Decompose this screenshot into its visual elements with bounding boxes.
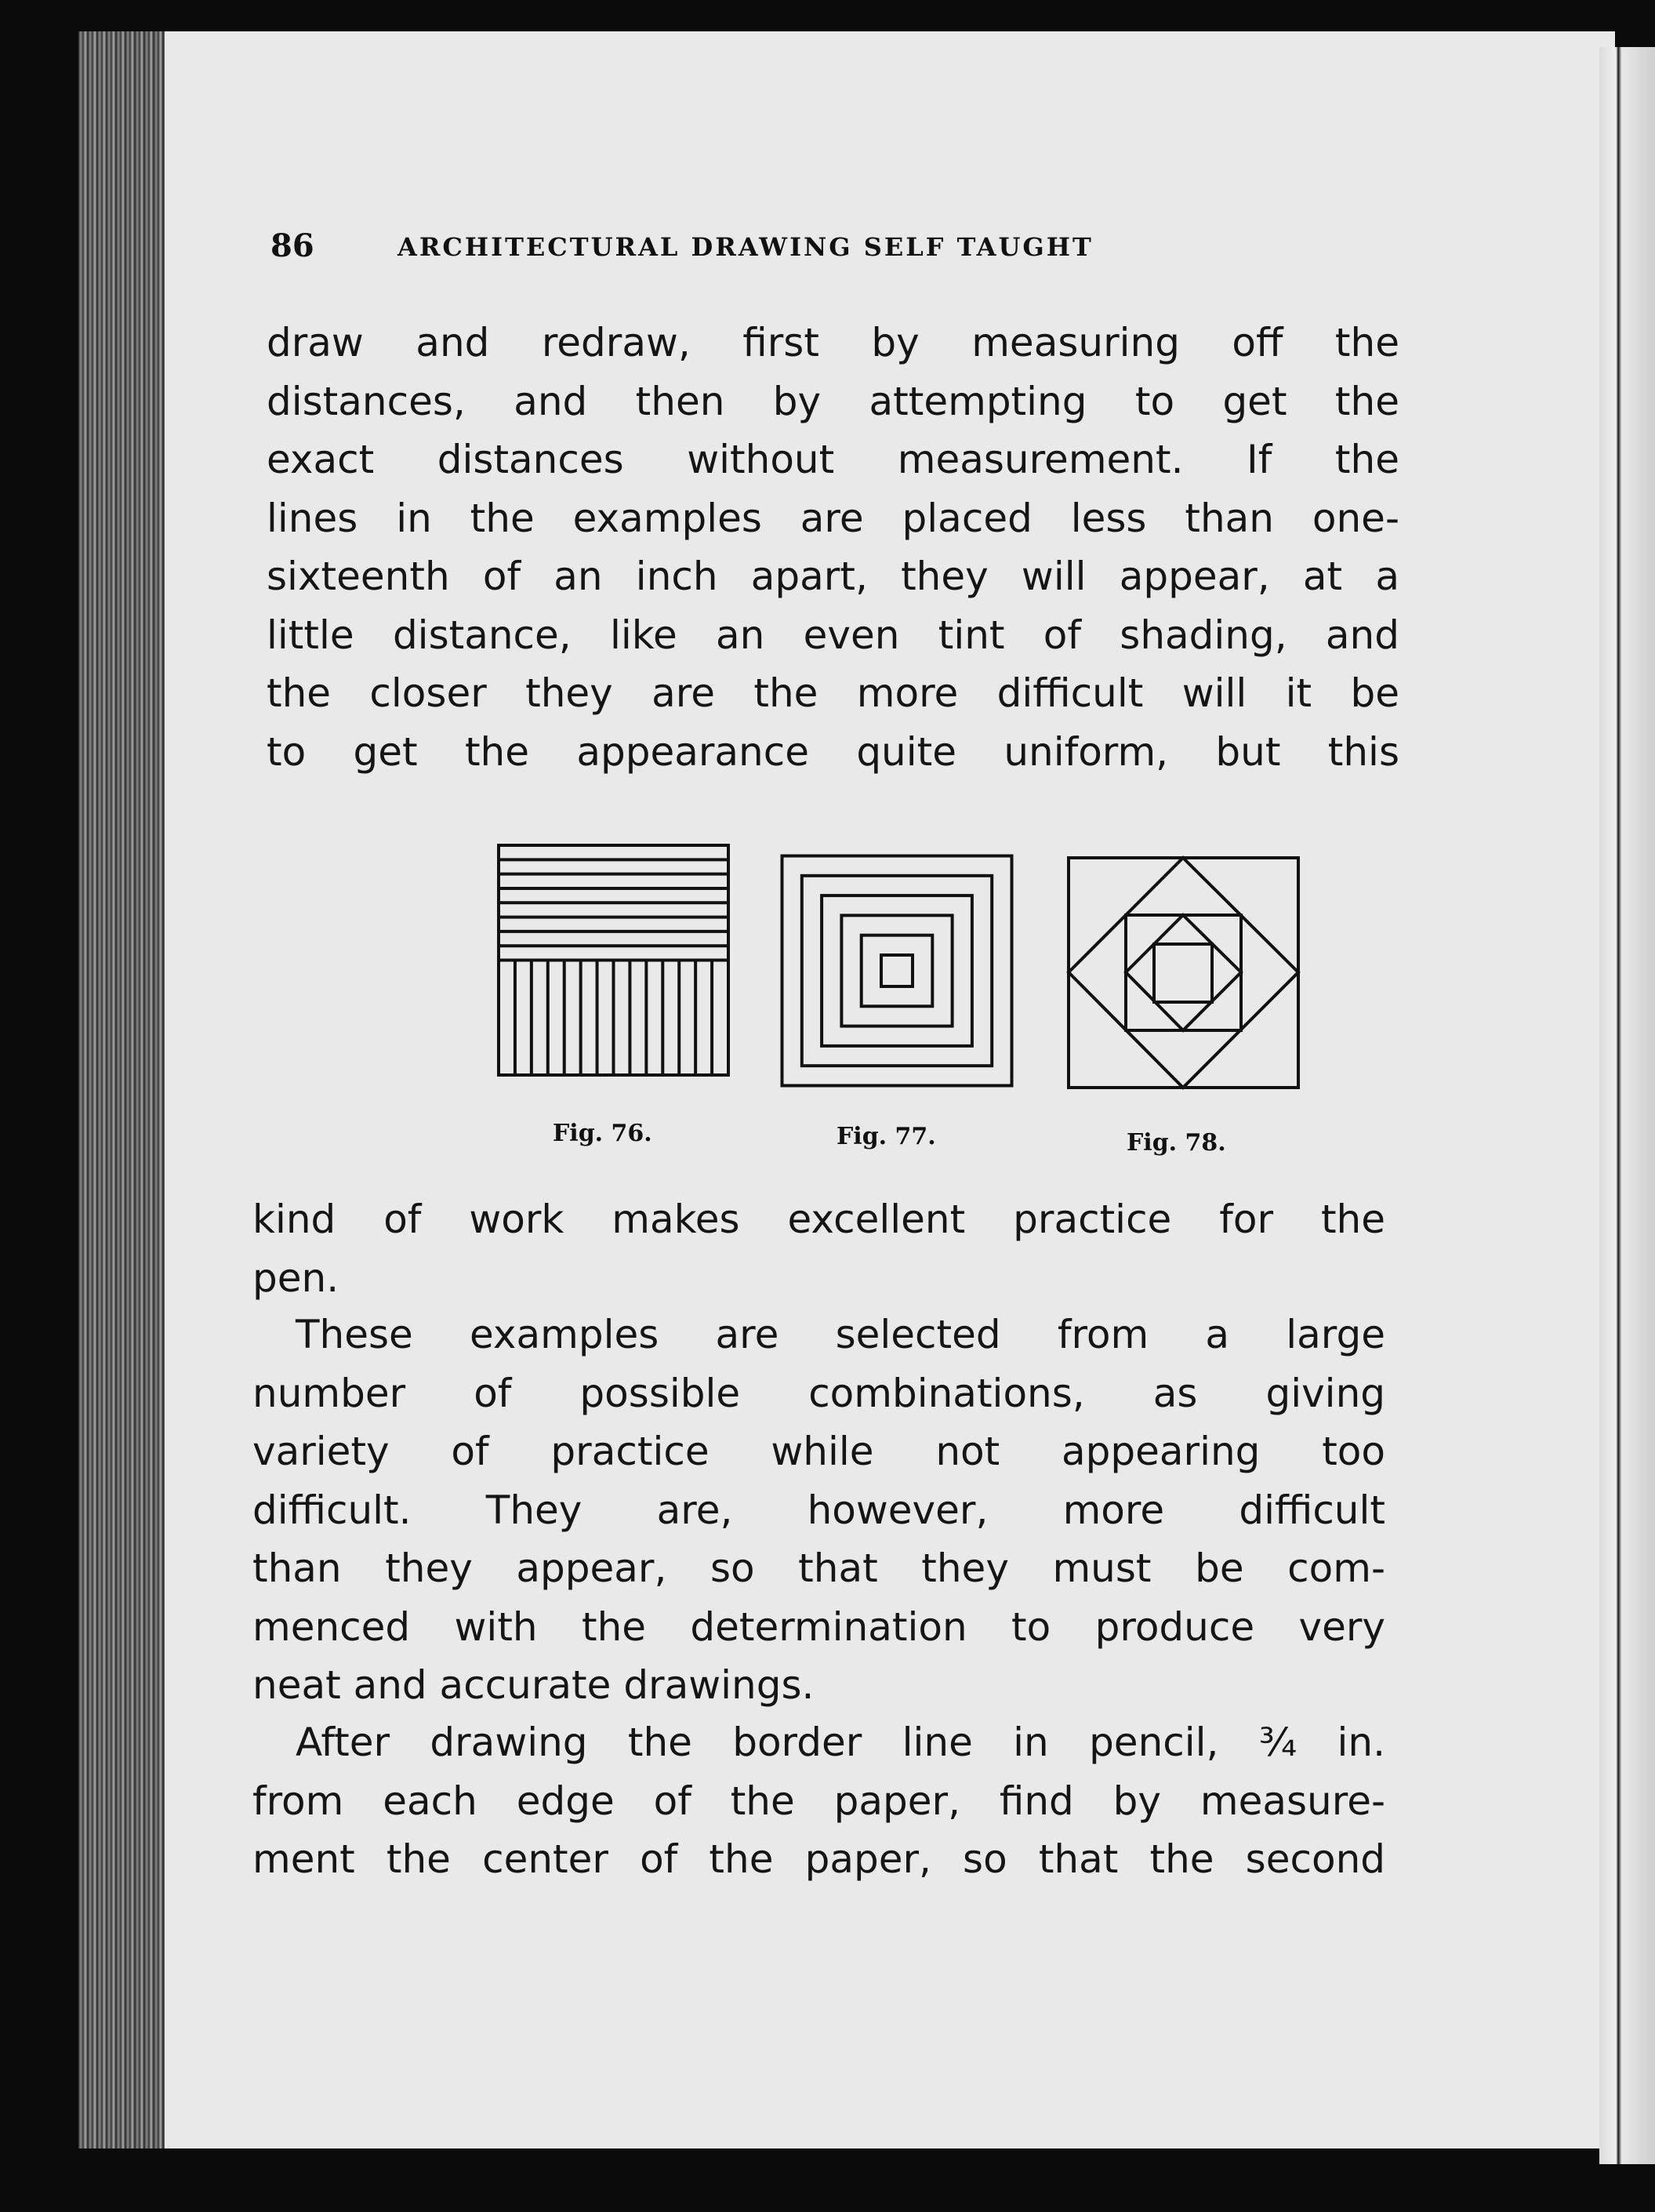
text-line: variety of practice while not appearing too (252, 1429, 1385, 1474)
text-line: number of possible combinations, as giving (252, 1370, 1385, 1416)
figure-78 (1069, 858, 1298, 1088)
text-line: than they appear, so that they must be com- (252, 1545, 1385, 1591)
paragraph-2 (252, 1190, 1385, 1307)
text-line: to get the appearance quite uniform, but this (267, 728, 1399, 775)
caption-fig-77: Fig. 77. (837, 1123, 936, 1150)
text-line: little distance, like an even tint of shading, and (267, 612, 1399, 658)
text-line: sixteenth of an inch apart, they will appear, at a (267, 554, 1399, 599)
concentric-square (841, 915, 952, 1026)
figure-76 (499, 845, 728, 1075)
concentric-square (881, 955, 913, 986)
text-line: the closer they are the more difficult will it be (267, 670, 1399, 716)
text-line: neat and accurate drawings. (252, 1662, 815, 1708)
concentric-square (822, 895, 972, 1046)
text-line: draw and redraw, first by measuring off the (267, 320, 1399, 365)
text-line: from each edge of the paper, find by measure- (252, 1778, 1385, 1824)
text-line: After drawing the border line in pencil, ¾ in. (296, 1720, 1385, 1765)
text-line: lines in the examples are placed less than one- (267, 495, 1399, 541)
text-line: kind of work makes excellent practice for the (252, 1197, 1385, 1242)
text-line: exact distances without measurement. If the (267, 437, 1399, 482)
caption-fig-76: Fig. 76. (553, 1120, 652, 1147)
caption-fig-78: Fig. 78. (1127, 1129, 1226, 1157)
concentric-square (802, 876, 992, 1066)
figure-77 (782, 856, 1012, 1086)
running-title: ARCHITECTURAL DRAWING SELF TAUGHT (397, 232, 1094, 262)
concentric-square (782, 856, 1012, 1086)
concentric-square (862, 935, 933, 1007)
text-line: pen. (252, 1255, 339, 1301)
text-line: These examples are selected from a large (296, 1312, 1385, 1357)
text-line: distances, and then by attempting to get the (267, 378, 1399, 424)
paragraph-3 (252, 1306, 1385, 1715)
text-line: difficult. They are, however, more difficult (252, 1487, 1385, 1533)
text-line: ment the center of the paper, so that the second (252, 1836, 1385, 1882)
page-number: 86 (270, 227, 314, 264)
paragraph-4 (252, 1713, 1385, 1889)
text-line: menced with the determination to produce very (252, 1604, 1385, 1650)
